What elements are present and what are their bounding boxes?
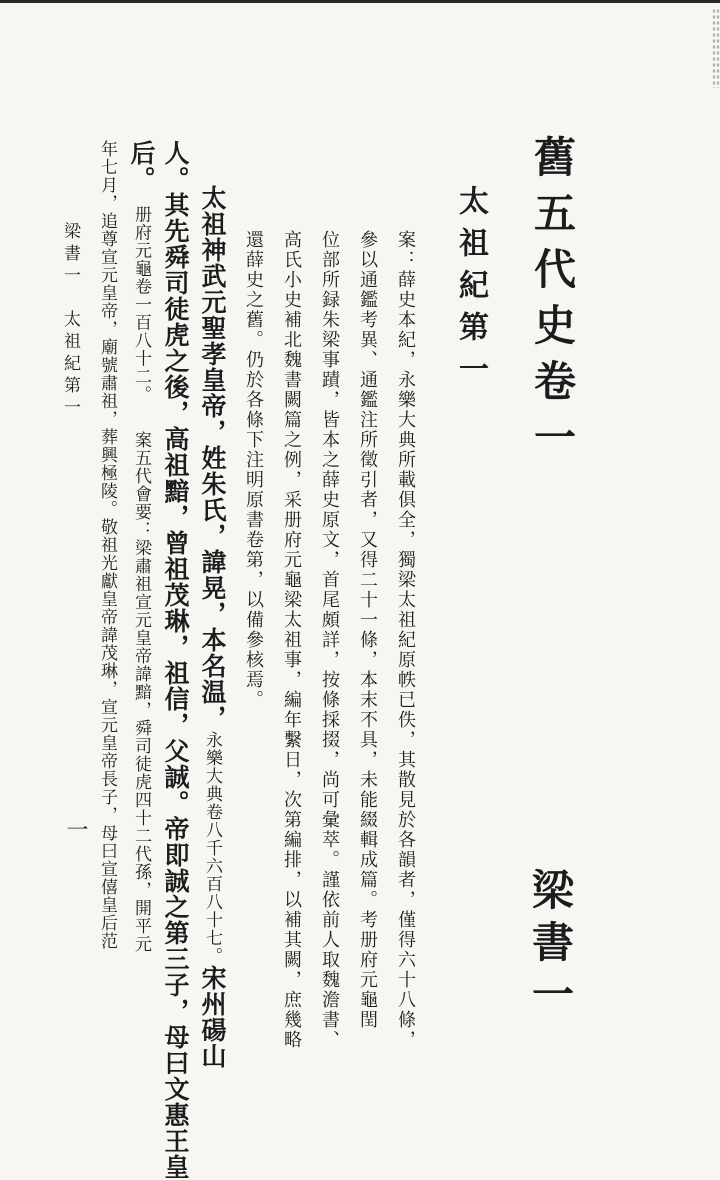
source-citation-1: 永樂大典卷八千六百八十七。 [202,731,222,965]
main-text-line-2: 人。其先舜司徒虎之後，高祖黯，曾祖茂琳，祖信，父誠。帝即誠之第三子，母曰文惠王皇 [161,140,190,1180]
editor-note-line-2: 參以通鑑考異、通鑑注所徵引者，又得二十一條，本末不具，未能綴輯成篇。考册府元龜閏 [357,230,378,1030]
editor-note-line-5: 還薛史之舊。仍於各條下注明原書卷第，以備參核焉。 [243,230,264,710]
main-text-line-1 [200,185,225,1069]
main-text-1-tail: 宋州碭山 [198,965,227,1069]
editor-note-line-3: 位部所録朱梁事蹟，皆本之薛史原文，首尾頗詳，按條採掇，尚可彙萃。謹依前人取魏澹書、 [319,230,340,1050]
page-number: 一 [63,818,88,840]
main-text-line-3 [129,140,154,953]
volume-title: 舊五代史卷一 [528,135,577,471]
main-text-line-4: 年七月，追尊宣元皇帝，廟號肅祖，葬興極陵。敬祖光獻皇帝諱茂琳，宣元皇帝長子，母曰宣僖皇后范 [97,140,117,950]
source-citation-3: 册府元龜卷一百八十二。 案五代會要：梁肅祖宣元皇帝諱黯，舜司徒虎四十二代孫，開平元 [131,205,151,953]
book-title: 梁書一 [526,868,575,1024]
editor-note-line-1: 案：薛史本紀，永樂大典所載俱全，獨梁太祖紀原帙已佚，其散見於各韻者，僅得六十八條， [395,230,416,1050]
main-text-1: 太祖神武元聖孝皇帝，姓朱氏，諱晃，本名温， [198,185,227,731]
running-footer: 梁書一 太祖紀第一 [60,222,80,420]
scan-edge-dots [712,8,720,88]
main-text-3: 后。 [127,140,156,180]
top-border-line [0,0,720,3]
editor-note-line-4: 高氏小史補北魏書闕篇之例，采册府元龜梁太祖事，編年繫日，次第編排，以補其闕，庶幾略 [281,230,302,1050]
chapter-title: 太祖紀第一 [453,185,488,395]
